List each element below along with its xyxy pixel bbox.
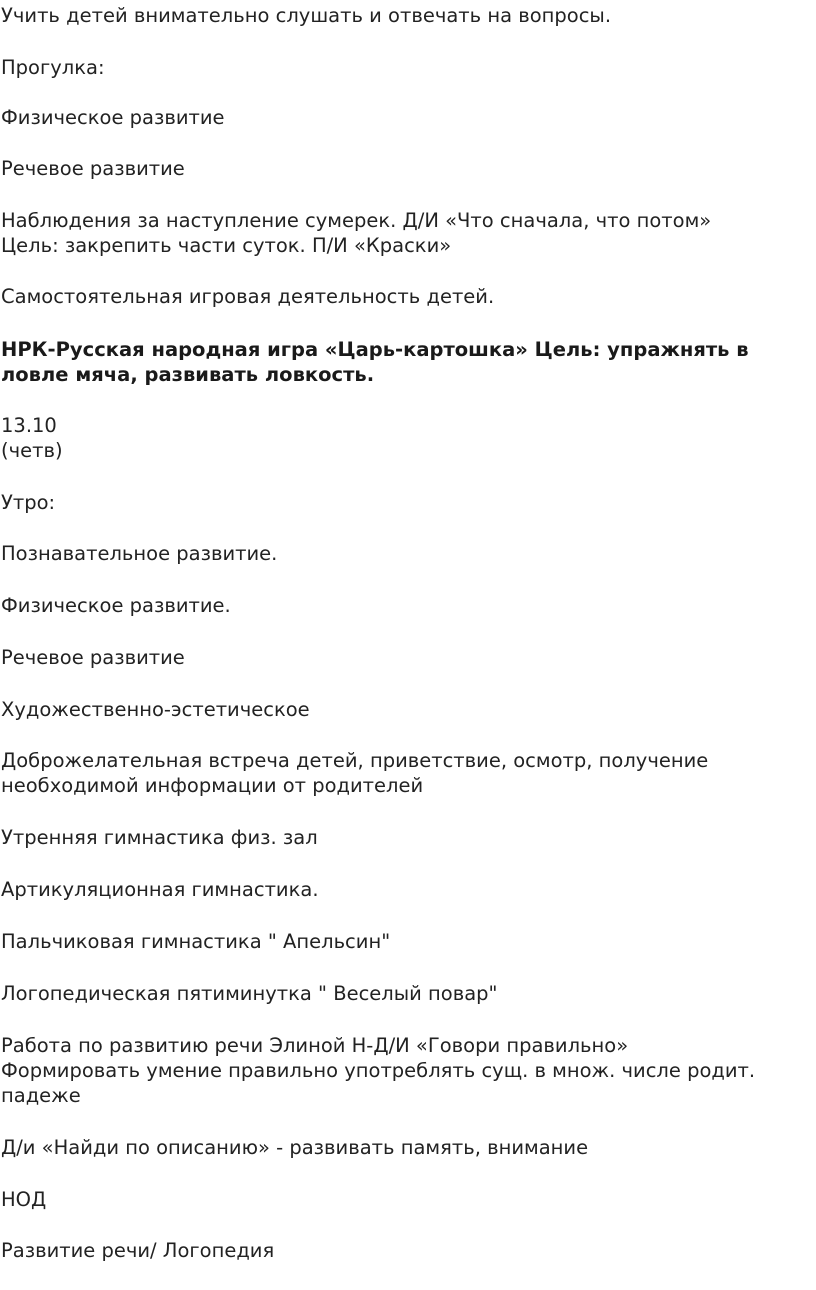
paragraph-speech-development-2 (1, 645, 813, 670)
paragraph-description-game (1, 1135, 813, 1160)
paragraph-goal (1, 3, 813, 28)
paragraph-articulation (1, 877, 813, 902)
text-line: Формировать умение правильно употреблять сущ. в множ. числе родит. (1, 1059, 756, 1082)
text-line: Художественно-эстетическое (1, 698, 310, 721)
paragraph-artistic-aesthetic (1, 697, 813, 722)
paragraph-physical-development-2 (1, 593, 813, 618)
text-line: Речевое развитие (1, 157, 185, 180)
paragraph-finger-exercise (1, 929, 813, 954)
paragraph-speech-logopedia (1, 1238, 813, 1263)
text-line: (четв) (1, 439, 63, 462)
text-line: Доброжелательная встреча детей, приветствие, осмотр, получение (1, 749, 709, 772)
text-line: Наблюдения за наступление сумерек. Д/И «Что сначала, что потом» (1, 209, 712, 232)
paragraph-cognitive-development (1, 541, 813, 566)
paragraph-date (1, 413, 813, 463)
text-line: падеже (1, 1084, 81, 1107)
text-line: Прогулка: (1, 56, 105, 79)
text-line: НРК-Русская народная игра «Царь-картошка» Цель: упражнять в (1, 338, 749, 361)
text-line: ловле мяча, развивать ловкость. (1, 363, 375, 386)
text-line: Физическое развитие. (1, 594, 231, 617)
text-line: Логопедическая пятиминутка " Веселый повар" (1, 982, 498, 1005)
paragraph-speech-development (1, 156, 813, 181)
text-line: Утро: (1, 491, 56, 514)
paragraph-speech-work (1, 1033, 813, 1108)
text-line: Физическое развитие (1, 106, 225, 129)
paragraph-nod (1, 1187, 813, 1212)
paragraph-physical-development (1, 105, 813, 130)
paragraph-walk-heading (1, 55, 813, 80)
text-line: НОД (1, 1188, 47, 1211)
paragraph-morning-heading (1, 490, 813, 515)
text-line: Учить детей внимательно слушать и отвечать на вопросы. (1, 4, 612, 27)
text-line: Утренняя гимнастика физ. зал (1, 826, 318, 849)
text-line: Артикуляционная гимнастика. (1, 878, 319, 901)
text-line: Цель: закрепить части суток. П/И «Краски» (1, 234, 452, 257)
paragraph-morning-exercise (1, 825, 813, 850)
text-line: Познавательное развитие. (1, 542, 278, 565)
text-line: Пальчиковая гимнастика " Апельсин" (1, 930, 391, 953)
text-line: Речевое развитие (1, 646, 185, 669)
paragraph-independent-play (1, 284, 813, 309)
paragraph-observation (1, 208, 813, 258)
text-line: Самостоятельная игровая деятельность детей. (1, 285, 495, 308)
text-line: 13.10 (1, 414, 57, 437)
text-line: Д/и «Найди по описанию» - развивать память, внимание (1, 1136, 589, 1159)
paragraph-speech-therapy (1, 981, 813, 1006)
paragraph-folk-game (1, 337, 813, 387)
text-line: Работа по развитию речи Элиной Н-Д/И «Говори правильно» (1, 1034, 629, 1057)
paragraph-greeting (1, 748, 813, 798)
text-line: Развитие речи/ Логопедия (1, 1239, 275, 1262)
text-line: необходимой информации от родителей (1, 774, 424, 797)
